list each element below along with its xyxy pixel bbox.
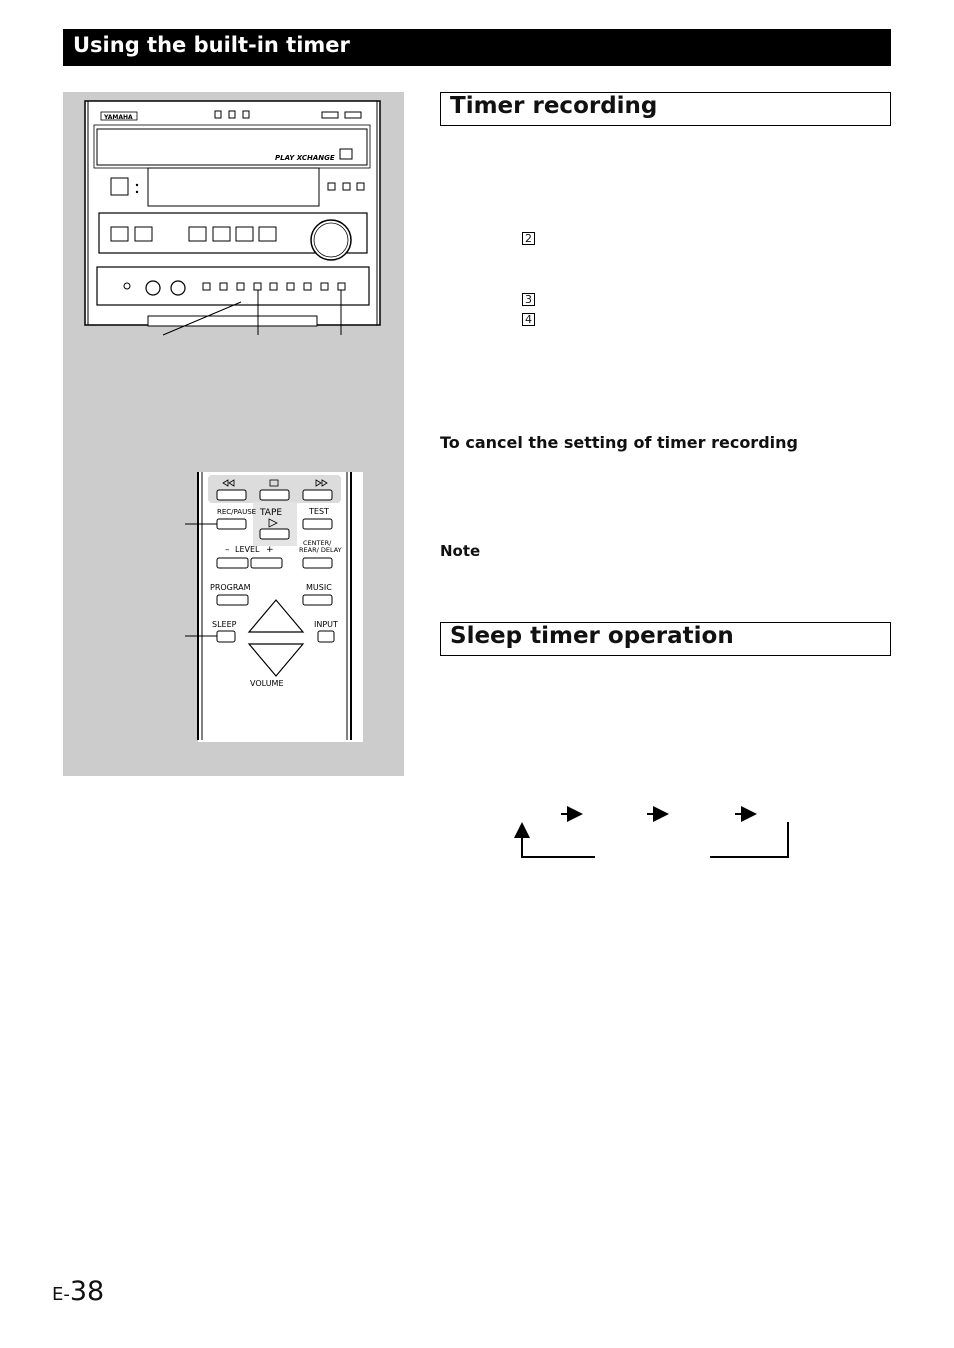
treble-knob bbox=[171, 281, 185, 295]
cancel-timer-heading: To cancel the setting of timer recording bbox=[440, 433, 798, 452]
tape-label: TAPE bbox=[260, 508, 283, 518]
unit-button bbox=[243, 111, 249, 118]
strip-button bbox=[237, 283, 244, 290]
strip-button bbox=[220, 283, 227, 290]
section-header-title: Using the built-in timer bbox=[73, 33, 350, 57]
step-number: 4 bbox=[522, 313, 535, 326]
remote-control-illustration bbox=[173, 472, 363, 742]
rec-pause-button bbox=[217, 519, 246, 529]
timer-button bbox=[254, 283, 261, 290]
step-number: 2 bbox=[522, 232, 535, 245]
timer-recording-title: Timer recording bbox=[450, 93, 658, 119]
strip-button bbox=[203, 283, 210, 290]
play-xchange-logo: PLAY XCHANGE bbox=[275, 154, 335, 162]
fast-forward-button bbox=[303, 490, 332, 500]
rec-pause-label: REC/PAUSE bbox=[217, 508, 257, 516]
strip-button bbox=[270, 283, 277, 290]
fast-forward-button bbox=[259, 227, 276, 241]
display-window bbox=[148, 168, 319, 206]
strip-button bbox=[287, 283, 294, 290]
note-heading: Note bbox=[440, 542, 481, 560]
unit-button bbox=[229, 111, 235, 118]
music-button bbox=[303, 595, 332, 605]
volume-label: VOLUME bbox=[250, 679, 284, 688]
unit-button bbox=[357, 183, 364, 190]
headphones-jack bbox=[124, 283, 130, 289]
sleep-button bbox=[217, 631, 235, 642]
skip-forward-button bbox=[135, 227, 152, 241]
level-up-button bbox=[251, 558, 282, 568]
center-label-1: CENTER/ bbox=[303, 539, 332, 547]
music-label: MUSIC bbox=[306, 583, 332, 592]
stop-button bbox=[260, 490, 289, 500]
section-header-bar bbox=[63, 29, 891, 66]
strip-button bbox=[304, 283, 311, 290]
input-button bbox=[318, 631, 334, 642]
sleep-timer-heading-box bbox=[440, 622, 891, 656]
bass-knob bbox=[146, 281, 160, 295]
tape-play-button bbox=[260, 529, 289, 539]
center-label-2: REAR/ DELAY bbox=[299, 546, 342, 554]
disc-logo bbox=[340, 149, 352, 159]
sleep-timer-cycle-diagram bbox=[510, 800, 800, 862]
test-button bbox=[303, 519, 332, 529]
cycle-return-line bbox=[710, 822, 788, 857]
sleep-timer-title: Sleep timer operation bbox=[450, 623, 734, 649]
display-button bbox=[338, 283, 345, 290]
level-minus: – bbox=[225, 545, 230, 555]
unit-button bbox=[215, 111, 221, 118]
timer-recording-heading-box bbox=[440, 92, 891, 126]
rewind-button bbox=[217, 490, 246, 500]
strip-button bbox=[321, 283, 328, 290]
play-button bbox=[236, 227, 253, 241]
main-unit-illustration bbox=[63, 92, 404, 352]
unit-button bbox=[343, 183, 350, 190]
unit-button bbox=[345, 112, 361, 118]
test-label: TEST bbox=[309, 507, 329, 516]
stop-button bbox=[213, 227, 230, 241]
input-label: INPUT bbox=[314, 620, 338, 629]
level-label: LEVEL bbox=[235, 545, 260, 554]
sleep-label: SLEEP bbox=[212, 620, 237, 629]
program-label: PROGRAM bbox=[210, 583, 251, 592]
level-down-button bbox=[217, 558, 248, 568]
illustration-panel bbox=[63, 92, 404, 776]
page-prefix: E- bbox=[52, 1284, 70, 1305]
level-plus: + bbox=[266, 545, 274, 555]
cycle-return-line bbox=[522, 824, 595, 857]
yamaha-logo-text: YAMAHA bbox=[104, 114, 133, 121]
page-number bbox=[52, 1276, 104, 1307]
skip-back-button bbox=[111, 227, 128, 241]
page-number-value: 38 bbox=[69, 1276, 105, 1307]
step-number: 3 bbox=[522, 293, 535, 306]
unit-button bbox=[328, 183, 335, 190]
center-rear-delay-button bbox=[303, 558, 332, 568]
rewind-button bbox=[189, 227, 206, 241]
power-button bbox=[111, 178, 128, 195]
volume-knob bbox=[311, 220, 351, 260]
program-button bbox=[217, 595, 248, 605]
unit-button bbox=[322, 112, 338, 118]
